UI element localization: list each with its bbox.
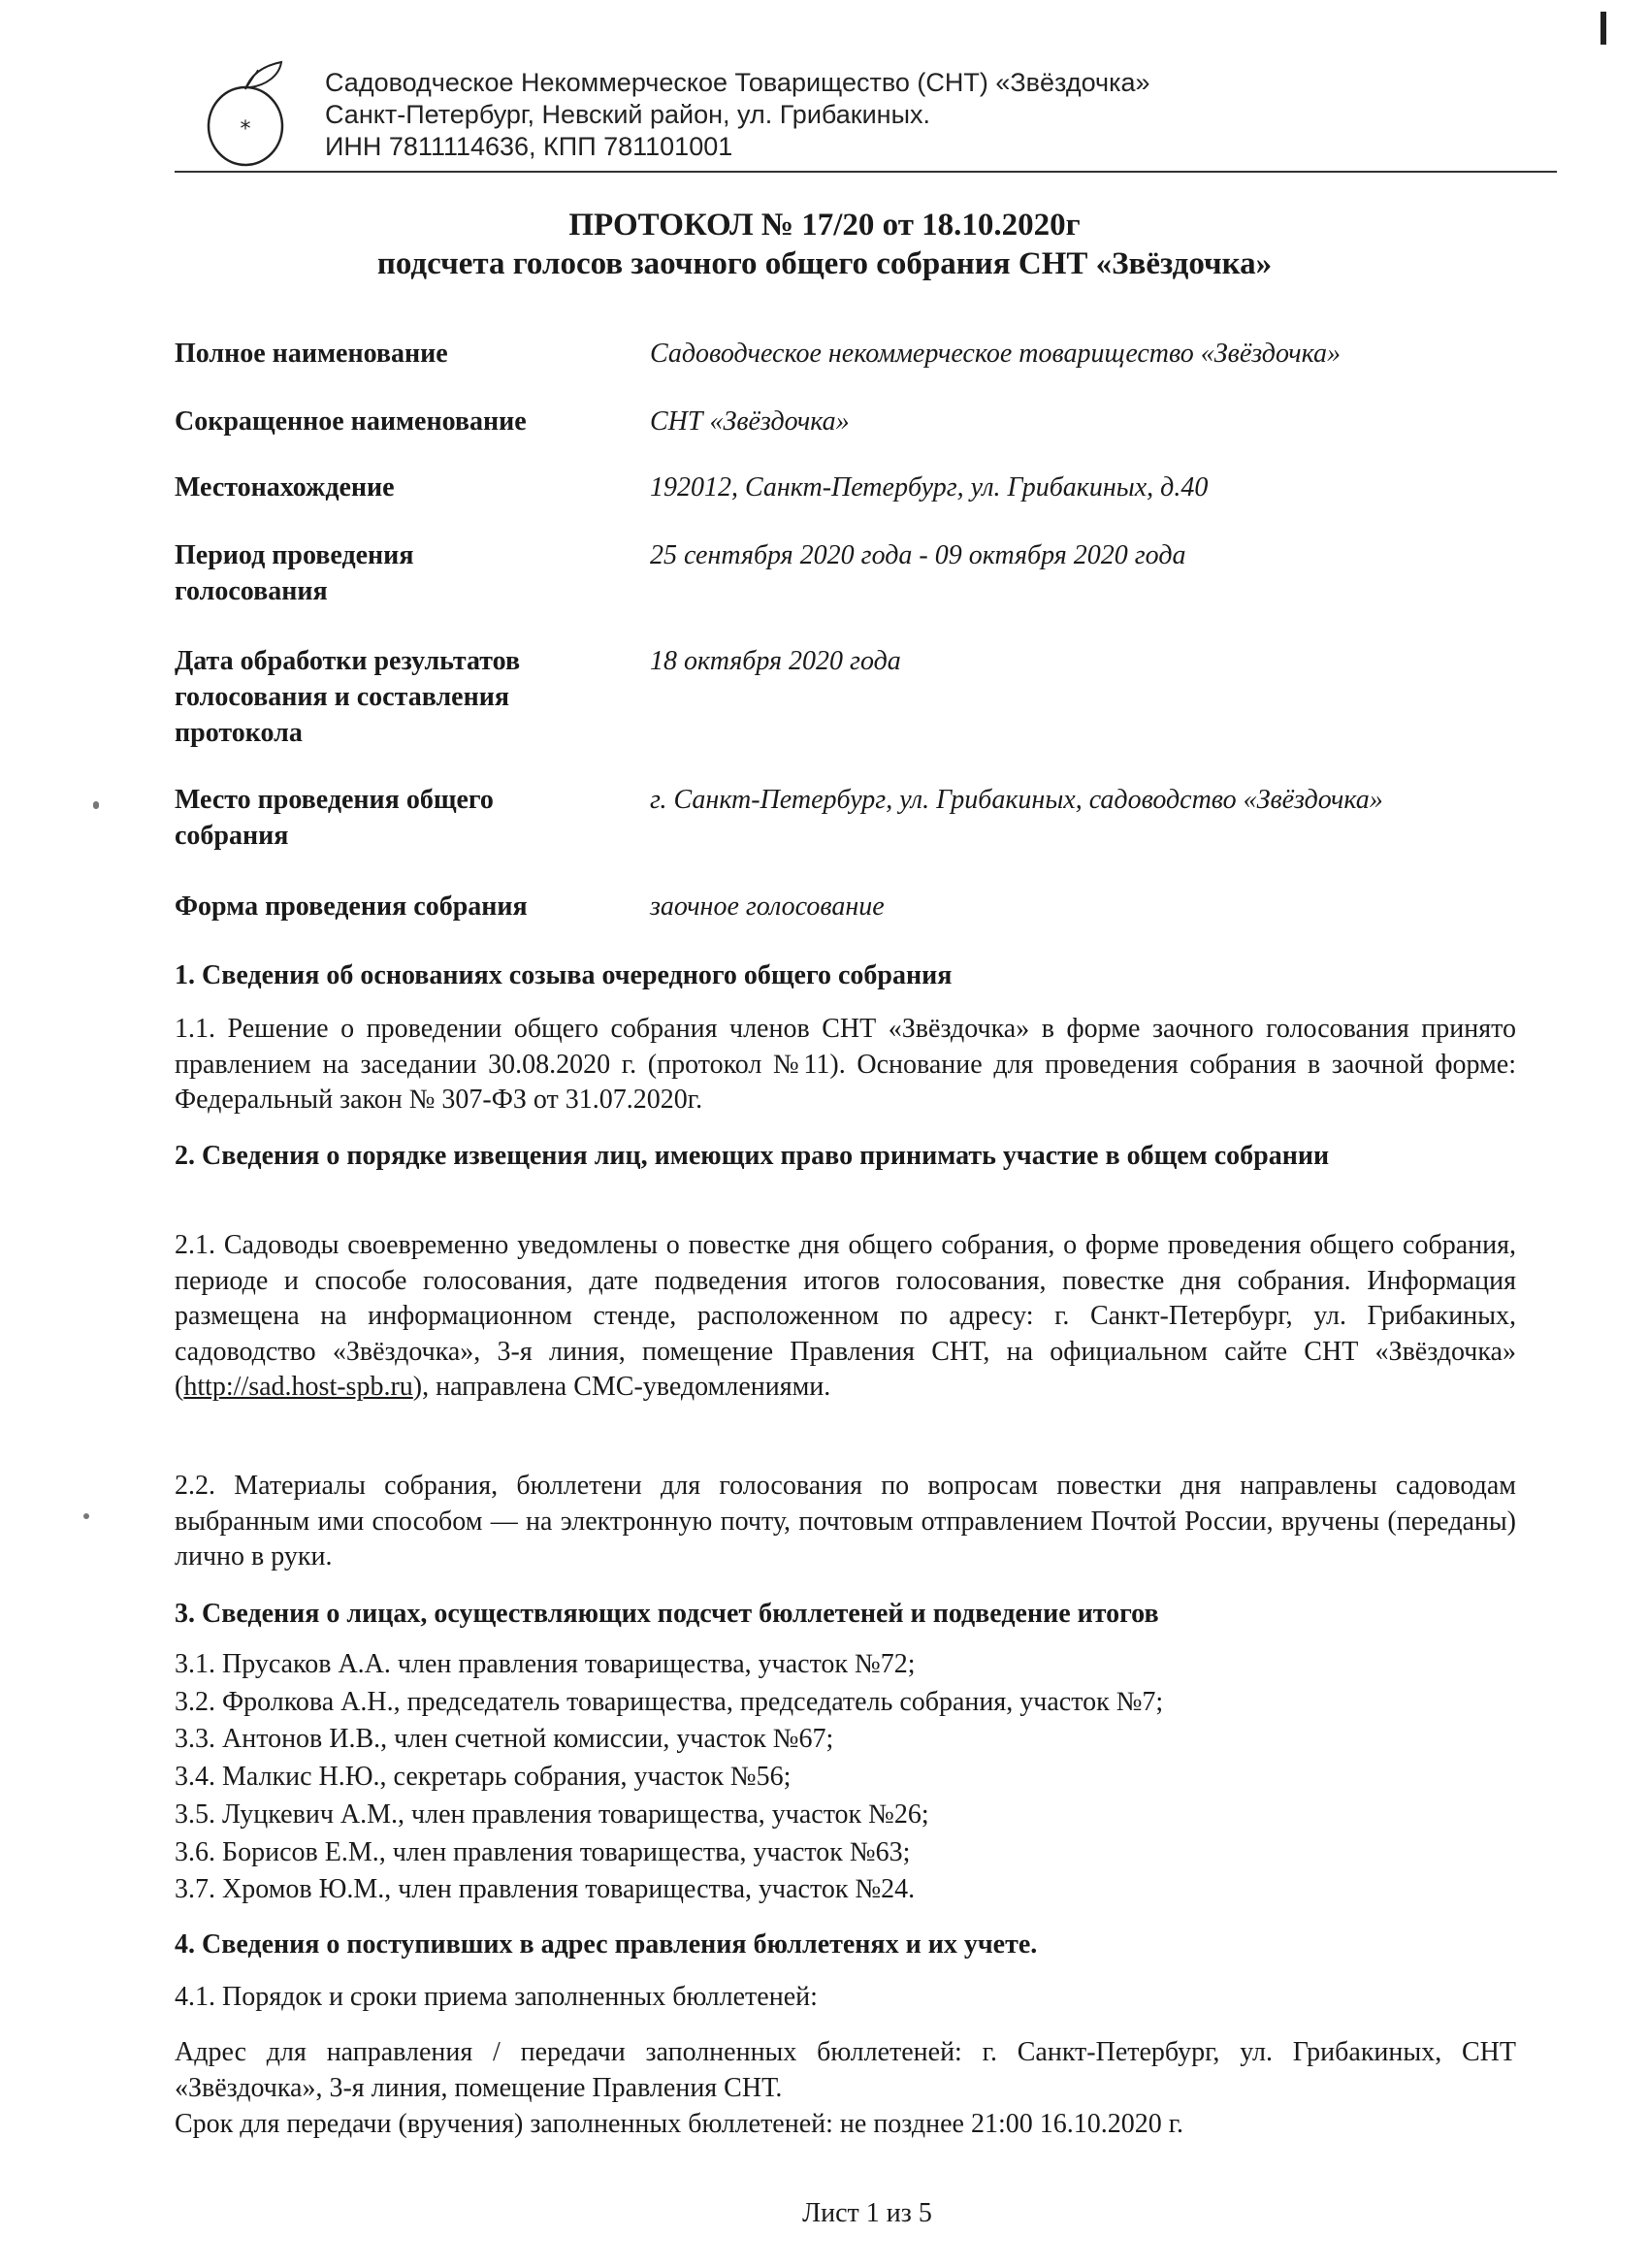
letterhead-name: Садоводческое Некоммерческое Товарищество (СНТ) «Звёздочка» bbox=[325, 68, 1150, 97]
info-value: 192012, Санкт-Петербург, ул. Грибакиных, д.40 bbox=[650, 472, 1209, 502]
section-2-heading: 2. Сведения о порядке извещения лиц, имеющих право принимать участие в общем собрании bbox=[175, 1141, 1330, 1171]
info-value: г. Санкт-Петербург, ул. Грибакиных, садоводство «Звёздочка» bbox=[650, 785, 1383, 815]
paragraph-text: 2.1. Садоводы своевременно уведомлены о повестке дня общего собрания, о форме проведения общего собрания, периоде и способе голосования, дате подведения итогов голосования, повестке дня собрания. Информация размещена на информационном стенде, расположенном по адресу: г. Санкт-Петербург, ул. Грибакиных, садоводство «Звёздочка», 3-я линия, помещение Правления СНТ, на официальном сайте СНТ «Звёздочка» ( bbox=[175, 1230, 1516, 1402]
apple-logo bbox=[202, 56, 308, 168]
section-4-paragraph-3: Срок для передачи (вручения) заполненных бюллетеней: не позднее 21:00 16.10.2020 г. bbox=[175, 2109, 1184, 2139]
info-label: Место проведения общего собрания bbox=[175, 785, 494, 851]
list-item: 3.1. Прусаков А.А. член правления товарищества, участок №72; bbox=[175, 1649, 916, 1679]
scan-mark bbox=[83, 1513, 89, 1519]
info-label: Дата обработки результатов голосования и составления протокола bbox=[175, 646, 521, 748]
list-item: 3.4. Малкис Н.Ю., секретарь собрания, участок №56; bbox=[175, 1762, 792, 1793]
info-label: Период проведения голосования bbox=[175, 540, 414, 606]
website-link[interactable]: http://sad.host-spb.ru bbox=[183, 1372, 413, 1402]
list-item: 3.5. Луцкевич А.М., член правления товарищества, участок №26; bbox=[175, 1798, 929, 1830]
info-label: Полное наименование bbox=[175, 339, 448, 369]
letterhead-tax-ids: ИНН 7811114636, КПП 781101001 bbox=[325, 132, 733, 161]
info-label: Форма проведения собрания bbox=[175, 891, 528, 922]
page-number: Лист 1 из 5 bbox=[802, 2198, 932, 2228]
info-value: 25 сентября 2020 года - 09 октября 2020 года bbox=[650, 540, 1186, 570]
section-4-heading: 4. Сведения о поступивших в адрес правления бюллетенях и их учете. bbox=[175, 1929, 1038, 1960]
list-item: 3.6. Борисов Е.М., член правления товарищества, участок №63; bbox=[175, 1836, 911, 1867]
letterhead-address: Санкт-Петербург, Невский район, ул. Грибакиных. bbox=[325, 100, 930, 129]
info-value: Садоводческое некоммерческое товарищество «Звёздочка» bbox=[650, 339, 1342, 369]
counting-commission-list bbox=[175, 1646, 1516, 1909]
info-value: 18 октября 2020 года bbox=[650, 646, 901, 676]
info-label: Местонахождение bbox=[175, 472, 395, 502]
info-value: СНТ «Звёздочка» bbox=[650, 406, 850, 437]
list-item: 3.7. Хромов Ю.М., член правления товарищества, участок №24. bbox=[175, 1874, 916, 1905]
section-1-heading: 1. Сведения об основаниях созыва очередного общего собрания bbox=[175, 960, 953, 990]
protocol-subtitle: подсчета голосов заочного общего собрания СНТ «Звёздочка» bbox=[376, 246, 1273, 281]
paragraph-text: ), направлена СМС-уведомлениями. bbox=[412, 1372, 831, 1402]
list-item: 3.3. Антонов И.В., член счетной комиссии, участок №67; bbox=[175, 1724, 834, 1755]
section-1-paragraph: 1.1. Решение о проведении общего собрания членов СНТ «Звёздочка» в форме заочного голосования принято правлением на заседании 30.08.2020 г. (протокол №11). Основание для проведения собрания в заочной форме: Федеральный закон № 307-ФЗ от 31.07.2020г. bbox=[175, 1014, 1516, 1115]
section-2-paragraph-1 bbox=[175, 1228, 1516, 1406]
header-divider bbox=[175, 171, 1557, 173]
scan-mark bbox=[1600, 12, 1606, 45]
scan-mark bbox=[93, 801, 99, 809]
section-3-heading: 3. Сведения о лицах, осуществляющих подсчет бюллетеней и подведение итогов bbox=[175, 1599, 1159, 1629]
section-4-paragraph-2: Адрес для направления / передачи заполненных бюллетеней: г. Санкт-Петербург, ул. Грибакиных, СНТ «Звёздочка», 3-я линия, помещение Правления СНТ. bbox=[175, 2037, 1516, 2103]
info-label: Сокращенное наименование bbox=[175, 406, 527, 437]
section-4-paragraph-1: 4.1. Порядок и сроки приема заполненных бюллетеней: bbox=[175, 1982, 818, 2012]
section-2-paragraph-2: 2.2. Материалы собрания, бюллетени для голосования по вопросам повестки дня направлены садоводам выбранным ими способом — на электронную почту, почтовым отправлением Почтой России, вручены (переданы) лично в руки. bbox=[175, 1471, 1516, 1571]
svg-text:*: * bbox=[240, 117, 251, 142]
list-item: 3.2. Фролкова А.Н., председатель товарищества, председатель собрания, участок №7; bbox=[175, 1686, 1164, 1717]
protocol-title: ПРОТОКОЛ № 17/20 от 18.10.2020г bbox=[568, 208, 1081, 243]
info-value: заочное голосование bbox=[650, 891, 885, 922]
